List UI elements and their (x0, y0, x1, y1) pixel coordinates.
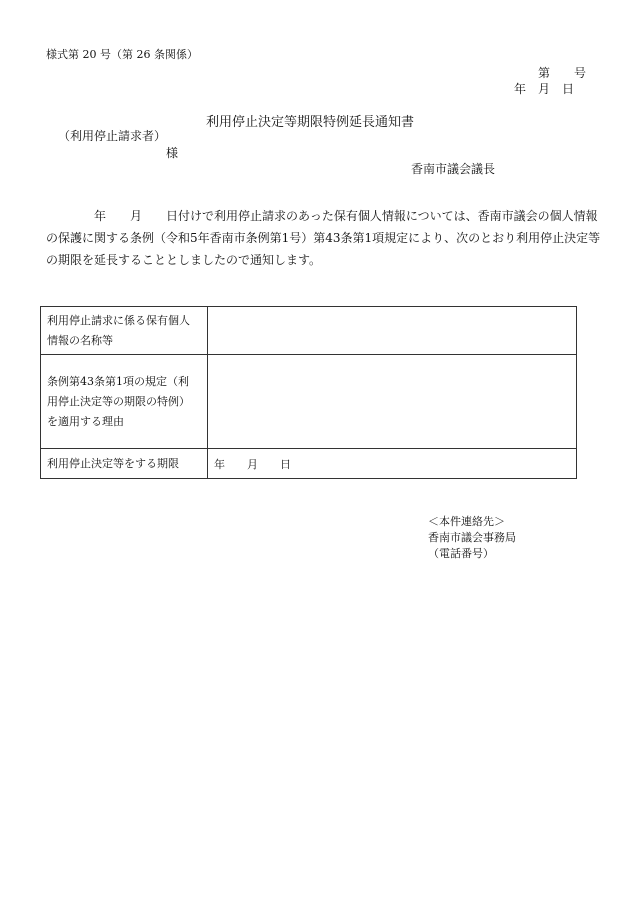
row-value-field[interactable] (208, 355, 577, 449)
extension-details-table (40, 306, 577, 479)
document-title: 利用停止決定等期限特例延長通知書 (206, 115, 415, 130)
table-row (41, 449, 577, 479)
row-label (41, 355, 208, 449)
addressee-label: （利用停止請求者） (58, 129, 167, 143)
notice-body (46, 205, 601, 271)
deadline-date-field[interactable]: 年 月 日 (208, 449, 577, 479)
contact-phone: （電話番号） (428, 547, 494, 560)
row-label (41, 307, 208, 355)
form-number: 様式第 20 号（第 26 条関係） (46, 48, 198, 61)
body-line: の保護に関する条例（令和5年香南市条例第1号）第43条第1項規定により、次のとおり利用停止決定等 (46, 231, 601, 245)
label-line: を適用する理由 (47, 414, 124, 428)
label-line: 利用停止請求に係る保有個人 (47, 313, 190, 327)
contact-office: 香南市議会事務局 (428, 531, 516, 544)
label-line: 情報の名称等 (47, 333, 113, 347)
addressee-honorific: 様 (166, 146, 179, 160)
body-line: の期限を延長することとしましたので通知します。 (46, 253, 322, 267)
body-line: 年 月 日付けで利用停止請求のあった保有個人情報については、香南市議会の個人情報 (94, 209, 598, 223)
table-row (41, 355, 577, 449)
table-row (41, 307, 577, 355)
row-value-field[interactable] (208, 307, 577, 355)
label-line: 条例第43条第1項の規定（利 (47, 374, 189, 388)
contact-heading: ＜本件連絡先＞ (428, 515, 505, 528)
issuer-name: 香南市議会議長 (411, 162, 496, 176)
document-number: 第 号 (538, 66, 587, 80)
row-label (41, 449, 208, 479)
label-line: 用停止決定等の期限の特例） (47, 394, 190, 408)
contact-block (428, 514, 516, 562)
label-line: 利用停止決定等をする期限 (47, 456, 179, 470)
document-date: 年 月 日 (514, 82, 575, 96)
